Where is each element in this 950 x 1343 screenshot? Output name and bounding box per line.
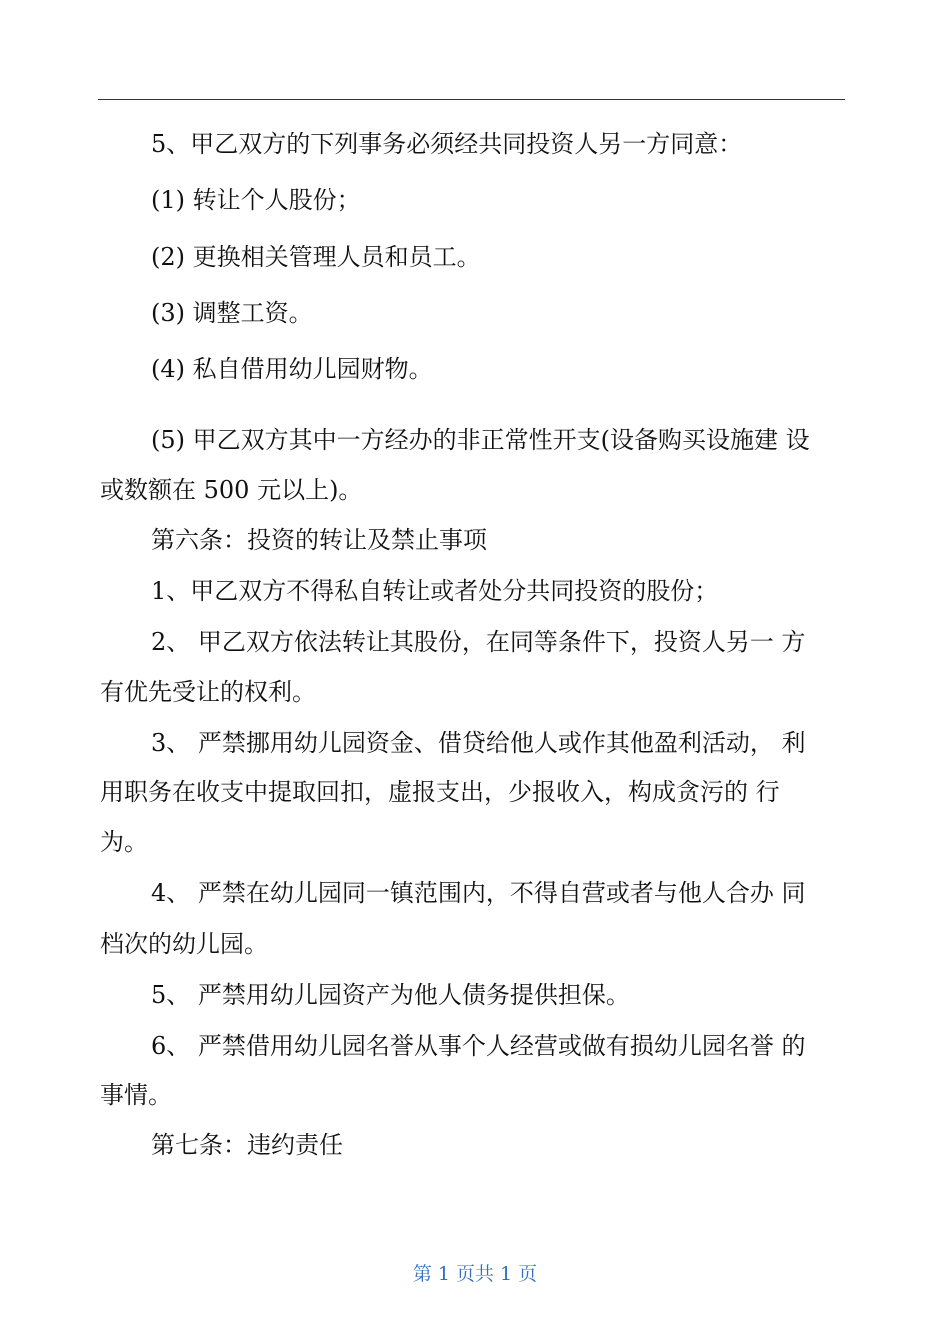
list-item-1: (1) 转让个人股份； [151,186,361,214]
header-rule [98,99,845,100]
article-6-item-2-line1: 2、 甲乙双方依法转让其股份，在同等条件下，投资人另一 方 [151,628,806,656]
list-item-5-line2: 或数额在 500 元以上)。 [100,476,363,504]
article-6-item-4-line1: 4、 严禁在幼儿园同一镇范围内，不得自营或者与他人合办 同 [151,879,806,907]
article-6-item-5: 5、 严禁用幼儿园资产为他人债务提供担保。 [151,981,630,1009]
article-7-heading: 第七条：违约责任 [151,1131,343,1159]
article-6-item-2-line2: 有优先受让的权利。 [100,678,316,706]
article-6-item-6-line1: 6、 严禁借用幼儿园名誉从事个人经营或做有损幼儿园名誉 的 [151,1032,806,1060]
article-6-item-3-line2: 用职务在收支中提取回扣，虚报支出，少报收入，构成贪污的 行 [100,778,780,806]
article-6-item-6-line2: 事情。 [100,1081,172,1109]
list-item-5-line1: (5) 甲乙双方其中一方经办的非正常性开支(设备购买设施建 设 [151,426,810,454]
list-item-3: (3) 调整工资。 [151,299,313,327]
article-6-item-3-line1: 3、 严禁挪用幼儿园资金、借贷给他人或作其他盈利活动， 利 [151,729,806,757]
list-item-4: (4) 私自借用幼儿园财物。 [151,355,433,383]
article-6-heading: 第六条：投资的转让及禁止事项 [151,526,487,554]
article-6-item-3-line3: 为。 [100,828,148,856]
page-number: 第 1 页共 1 页 [412,1263,538,1285]
article-6-item-4-line2: 档次的幼儿园。 [100,930,268,958]
clause-5-intro: 5、甲乙双方的下列事务必须经共同投资人另一方同意： [151,130,743,158]
article-6-item-1: 1、甲乙双方不得私自转让或者处分共同投资的股份； [151,577,719,605]
list-item-2: (2) 更换相关管理人员和员工。 [151,243,481,271]
